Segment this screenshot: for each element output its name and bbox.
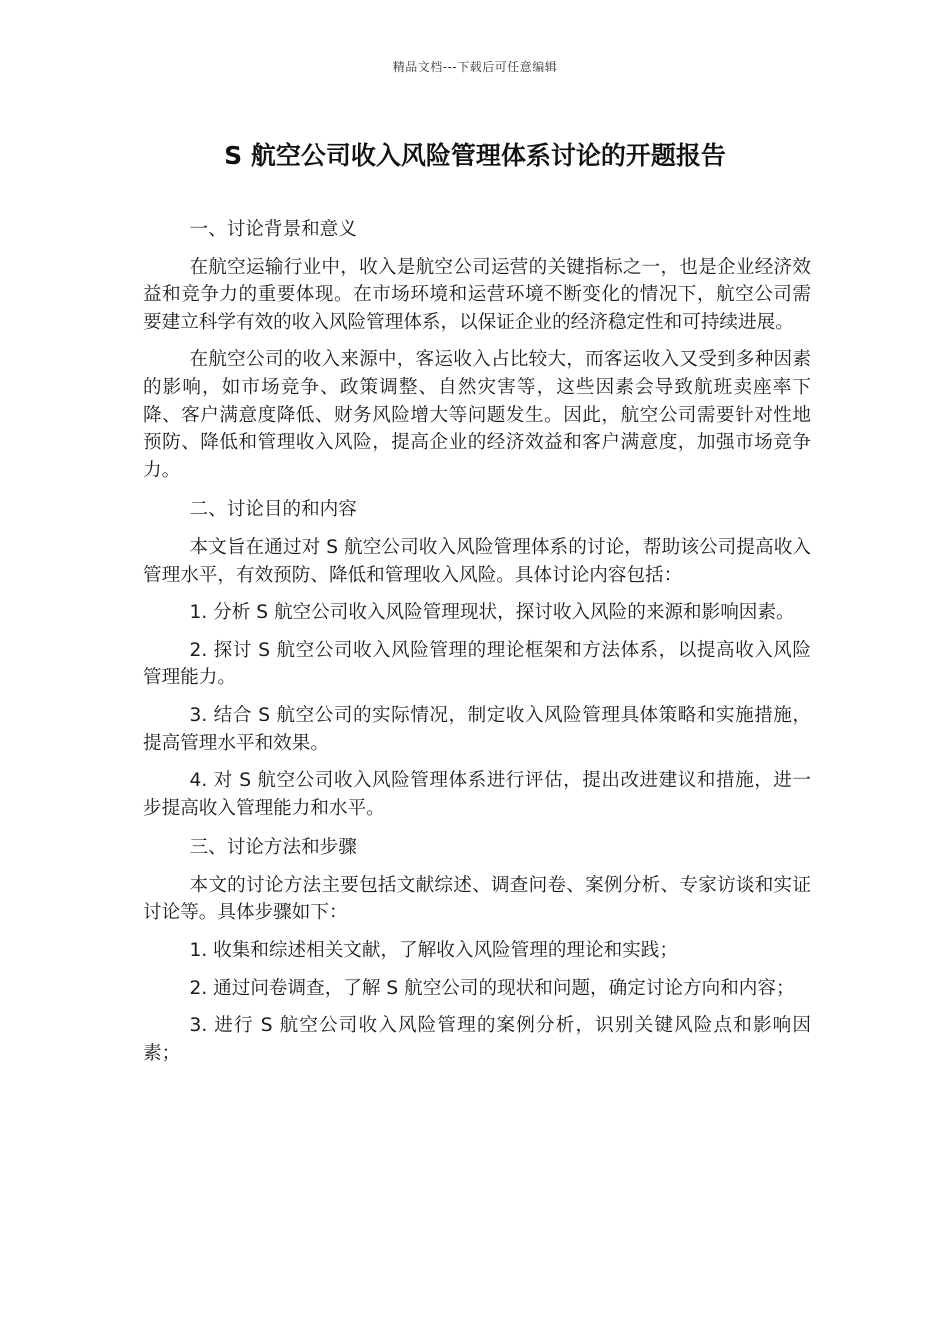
- list-item: 1. 收集和综述相关文献，了解收入风险管理的理论和实践；: [189, 940, 678, 962]
- paragraph: 本文的讨论方法主要包括文献综述、调查问卷、案例分析、专家访谈和实证讨论等。具体步骤如下：: [143, 874, 811, 924]
- document-title: S 航空公司收入风险管理体系讨论的开题报告: [224, 141, 726, 170]
- document-body: [143, 212, 811, 1067]
- list-item: 2. 探讨 S 航空公司收入风险管理的理论框架和方法体系，以提高收入风险管理能力。: [143, 639, 811, 689]
- list-item: 4. 对 S 航空公司收入风险管理体系进行评估，提出改进建议和措施，进一步提高收入管理能力和水平。: [143, 770, 811, 819]
- list-item: 1. 分析 S 航空公司收入风险管理现状，探讨收入风险的来源和影响因素。: [189, 602, 795, 624]
- section-heading-background: 一、讨论背景和意义: [189, 219, 357, 240]
- list-item: 2. 通过问卷调查，了解 S 航空公司的现状和问题，确定讨论方向和内容；: [189, 977, 795, 999]
- header-note: 精品文档---下载后可任意编辑: [392, 60, 558, 74]
- list-item: 3. 进行 S 航空公司收入风险管理的案例分析，识别关键风险点和影响因素；: [143, 1015, 811, 1064]
- paragraph: 在航空运输行业中，收入是航空公司运营的关键指标之一，也是企业经济效益和竞争力的重要体现。在市场环境和运营环境不断变化的情况下，航空公司需要建立科学有效的收入风险管理体系，以保证企业的经济稳定性和可持续进展。: [143, 256, 811, 333]
- section-heading-purpose: 二、讨论目的和内容: [189, 499, 357, 521]
- paragraph: 本文旨在通过对 S 航空公司收入风险管理体系的讨论，帮助该公司提高收入管理水平，有效预防、降低和管理收入风险。具体讨论内容包括：: [143, 536, 811, 586]
- paragraph: 在航空公司的收入来源中，客运收入占比较大，而客运收入又受到多种因素的影响，如市场竞争、政策调整、自然灾害等，这些因素会导致航班卖座率下降、客户满意度降低、财务风险增大等问题发生。因此，航空公司需要针对性地预防、降低和管理收入风险，提高企业的经济效益和客户满意度，加强市场竞争力。: [143, 349, 811, 481]
- list-item: 3. 结合 S 航空公司的实际情况，制定收入风险管理具体策略和实施措施，提高管理水平和效果。: [143, 704, 811, 754]
- section-heading-method: 三、讨论方法和步骤: [189, 837, 357, 859]
